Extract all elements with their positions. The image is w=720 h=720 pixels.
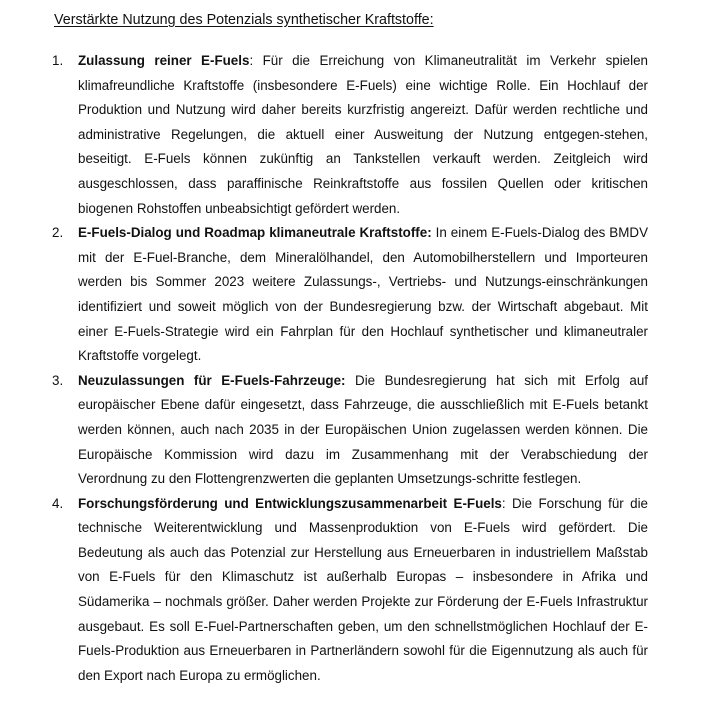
document-title: Verstärkte Nutzung des Potenzials synthetischer Kraftstoffe: xyxy=(54,12,434,28)
list-item-text: : Für die Erreichung von Klimaneutralität im Verkehr spielen klimafreundliche Kraftstoffe (insbesondere E-Fuels) eine wichtige Rolle. Ein Hochlauf der Produktion und Nutzung wird daher bereits kurzfristig angereizt. Dafür werden rechtliche und administrative Regelungen, die aktuell einer Ausweitung der Nutzung entgegen-stehen, beseitigt. E-Fuels können zukünftig an Tankstellen verkauft werden. Zeitgleich wird ausgeschlossen, dass paraffinische Reinkraftstoffe aus fossilen Quellen oder kritischen biogenen Rohstoffen unbeabsichtigt gefördert werden. xyxy=(78,53,648,216)
list-item-number: 2. xyxy=(52,225,64,241)
list-item-1 xyxy=(52,49,648,221)
list-item-number: 4. xyxy=(52,495,64,511)
list-item-heading: Zulassung reiner E-Fuels xyxy=(78,53,250,68)
list-item-4 xyxy=(52,492,648,689)
list-item-2 xyxy=(52,221,648,369)
list-item-number: 1. xyxy=(52,53,64,68)
measures-list xyxy=(52,49,648,688)
list-item-heading: Forschungsförderung und Entwicklungszusammenarbeit E-Fuels xyxy=(78,495,502,511)
list-item-number: 3. xyxy=(52,372,64,388)
list-item-text: In einem E-Fuels-Dialog des BMDV mit der E-Fuel-Branche, dem Mineralölhandel, den Automobilherstellern und Importeuren werden bis Sommer 2023 weitere Zulassungs-, Vertriebs- und Nutzungs-einschränkungen identifiziert und soweit möglich von der Bundesregierung bzw. der Wirtschaft abgebaut. Mit einer E-Fuels-Strategie wird ein Fahrplan für den Hochlauf synthetischer und klimaneutraler Kraftstoffe vorgelegt. xyxy=(78,225,648,364)
list-item-text: : Die Forschung für die technische Weiterentwicklung und Massenproduktion von E-Fuels wird gefördert. Die Bedeutung als auch das Potenzial zur Herstellung aus Erneuerbaren in industriellem Maßstab von E-Fuels für den Klimaschutz ist außerhalb Europas – insbesondere in Afrika und Südamerika – nochmals größer. Daher werden Projekte zur Förderung der E-Fuels Infrastruktur ausgebaut. Es soll E-Fuel-Partnerschaften geben, um den schnellstmöglichen Hochlauf der E-Fuels-Produktion aus Erneuerbaren in Partnerländern sowohl für die Eigennutzung als auch für den Export nach Europa zu ermöglichen. xyxy=(78,495,648,683)
list-item-3 xyxy=(52,369,648,492)
list-item-heading: Neuzulassungen für E-Fuels-Fahrzeuge: xyxy=(78,372,346,388)
list-item-heading: E-Fuels-Dialog und Roadmap klimaneutrale Kraftstoffe: xyxy=(78,225,432,241)
list-item-text: Die Bundesregierung hat sich mit Erfolg auf europäischer Ebene dafür eingesetzt, dass Fahrzeuge, die ausschließlich mit E-Fuels betankt werden können, auch nach 2035 in der Europäischen Union zugelassen werden können. Die Europäische Kommission wird dazu im Zusammenhang mit der Verabschiedung der Verordnung zu den Flottengrenzwerten die geplanten Umsetzungs-schritte festlegen. xyxy=(78,372,648,487)
